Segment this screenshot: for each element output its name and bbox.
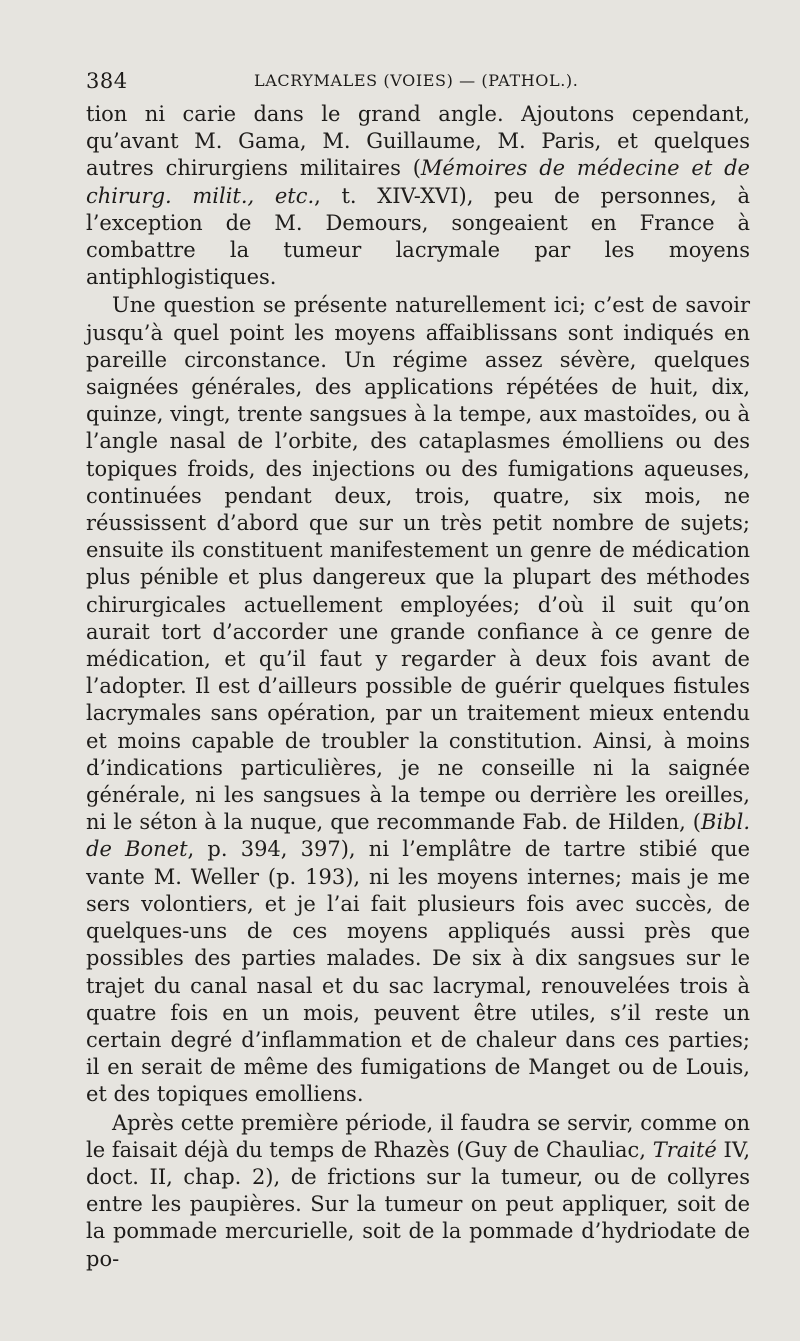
paragraph-continuation bbox=[86, 101, 750, 291]
page-number: 384 bbox=[86, 69, 128, 93]
text-segment: , p. 394, 397), ni l’emplâtre de tartre stibié que vante M. Weller (p. 193), ni les moyens internes; mais je me sers volontiers, et je l’ai fait plusieurs fois avec succès, de quelques-uns de ces moyens appliqués aussi près que possibles des parties malades. De six à dix sangsues sur le trajet du canal nasal et du sac lacrymal, renouvelées trois à quatre fois en un mois, peuvent être utiles, s’il reste un certain degré d’inflammation et de chaleur dans ces parties; il en serait de même des fumigations de Manget ou de Louis, et des topiques emolliens. bbox=[86, 837, 750, 1107]
text-segment: Une question se présente naturellement ici; c’est de savoir jusqu’à quel point les moyens affaiblissans sont indiqués en pareille circonstance. Un régime assez sévère, quelques saignées générales, des applications répétées de huit, dix, quinze, vingt, trente sangsues à la tempe, aux mastoïdes, ou à l’angle nasal de l’orbite, des cataplasmes émolliens ou des topiques froids, des injections ou des fumigations aqueuses, continuées pendant deux, trois, quatre, six mois, ne réussissent d’abord que sur un très petit nombre de sujets; ensuite ils constituent manifestement un genre de médication plus pénible et plus dangereux que la plupart des méthodes chirurgicales actuellement employées; d’où il suit qu’on aurait tort d’accorder une grande confiance à ce genre de médication, et qu’il faut y regarder à deux fois avant de l’adopter. Il est d’ailleurs possible de guérir quelques fistules lacrymales sans opération, par un traitement mieux entendu et moins capable de troubler la constitution. Ainsi, à moins d’indications particulières, je ne conseille ni la saignée générale, ni les sangsues à la tempe ou derrière les oreilles, ni le séton à la nuque, que recommande Fab. de Hilden, ( bbox=[86, 293, 750, 835]
text-segment: IV, doct. II, chap. 2), de frictions sur la tumeur, ou de collyres entre les paupières. Sur la tumeur on peut appliquer, soit de la pommade mercurielle, soit de la pommade d’hydriodate de po- bbox=[86, 1137, 751, 1271]
citation-italic: Bibl. de Bonet bbox=[86, 810, 750, 862]
page-header bbox=[86, 66, 752, 96]
paragraph-main bbox=[86, 292, 750, 1108]
text-segment: tion ni carie dans le grand angle. Ajoutons cependant, qu’avant M. Gama, M. Guillaume, M. Paris, et quelques autres chirurgiens militaires ( bbox=[86, 102, 750, 181]
body-text bbox=[86, 101, 750, 1273]
text-segment: , t. XIV-XVI), peu de personnes, à l’exception de M. Demours, songeaient en France à combattre la tumeur lacrymale par les moyens antiphlogistiques. bbox=[86, 183, 750, 290]
citation-italic: Mémoires de médecine et de chirurg. milit., etc. bbox=[86, 156, 750, 208]
text-segment: Après cette première période, il faudra se servir, comme on le faisait déjà du temps de Rhazès (Guy de Chauliac, bbox=[86, 1110, 750, 1162]
running-title: LACRYMALES (VOIES) — (PATHOL.). bbox=[254, 71, 579, 90]
paragraph-treatment bbox=[86, 1110, 750, 1273]
citation-italic: Traité bbox=[652, 1137, 717, 1162]
